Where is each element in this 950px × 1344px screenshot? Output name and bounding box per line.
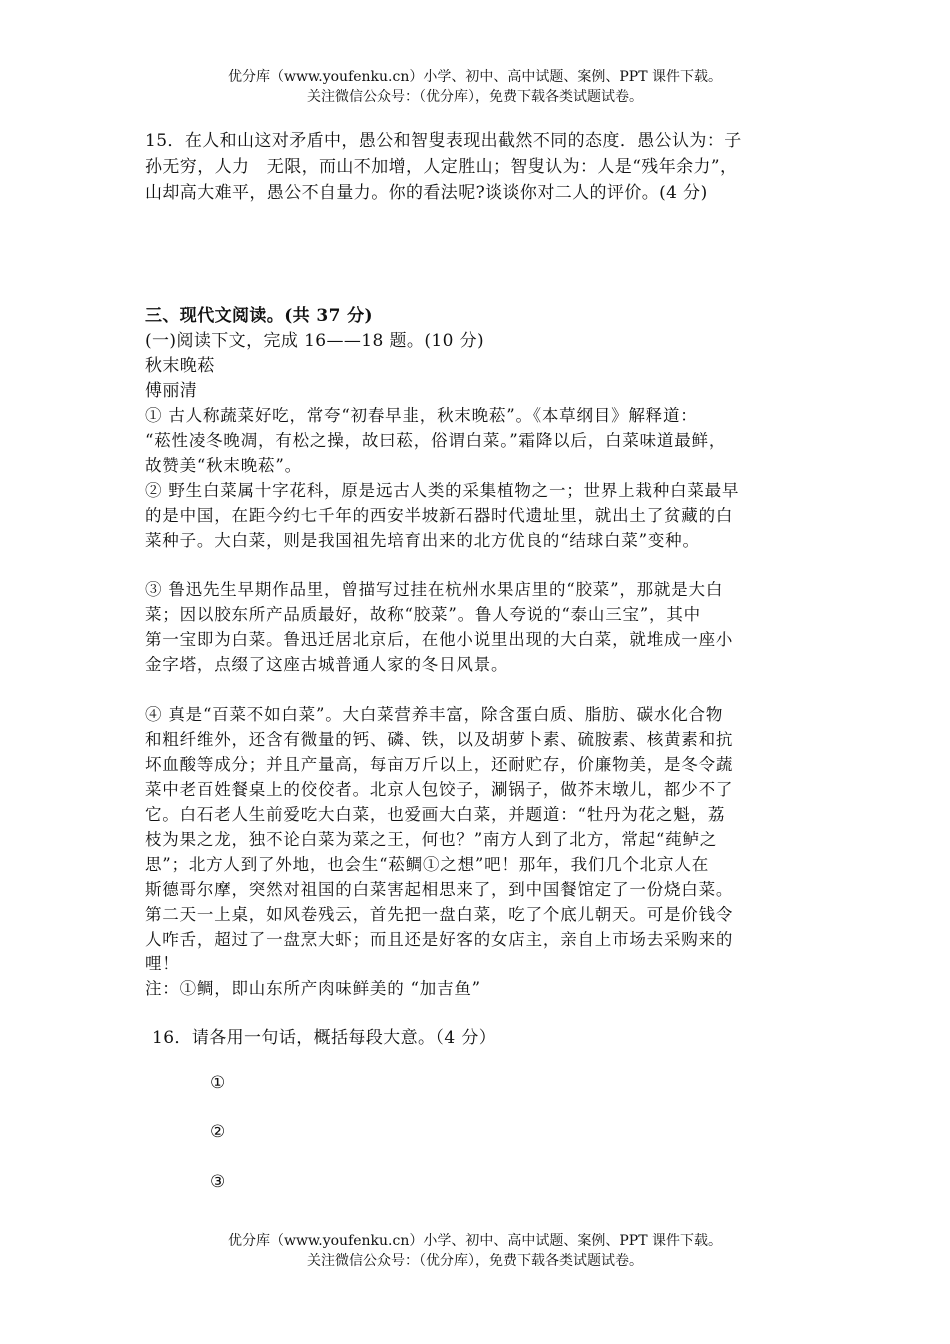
paragraph-line: 枝为果之龙，独不论白菜为菜之王，何也？”南方人到了北方，常起“莼鲈之 — [145, 830, 718, 849]
footnote: 注：①鲷，即山东所产肉味鲜美的 “加吉鱼” — [145, 979, 481, 998]
page-footer-line1: 优分库（www.youfenku.cn）小学、初中、高中试题、案例、PPT 课件下载。 — [227, 1233, 722, 1249]
paragraph-line: 菜种子。大白菜，则是我国祖先培育出来的北方优良的“结球白菜”变种。 — [145, 531, 700, 550]
paragraph-line: 金字塔，点缀了这座古城普通人家的冬日风景。 — [145, 655, 509, 674]
q15-line: 孙无穷，人力 无限，而山不加增，人定胜山；智叟认为：人是“残年余力”， — [145, 157, 738, 177]
paragraph-line: 它。白石老人生前爱吃大白菜，也爱画大白菜，并题道：“牡丹为花之魁，荔 — [145, 805, 726, 824]
page-header-line1: 优分库（www.youfenku.cn）小学、初中、高中试题、案例、PPT 课件下载。 — [227, 69, 722, 85]
paragraph-line: 和粗纤维外，还含有微量的钙、磷、铁，以及胡萝卜素、硫胺素、核黄素和抗 — [145, 730, 734, 749]
section-subtitle: (一)阅读下文，完成 16——18 题。(10 分) — [145, 331, 485, 351]
paragraph-line: 第二天一上桌，如风卷残云，首先把一盘白菜，吃了个底儿朝天。可是价钱令 — [145, 905, 734, 924]
paragraph-line: 斯德哥尔摩，突然对祖国的白菜害起相思来了，到中国餐馆定了一份烧白菜。 — [145, 880, 734, 899]
paragraph-line: “菘性凌冬晚凋，有松之操，故曰菘，俗谓白菜。”霜降以后，白菜味道最鲜， — [145, 431, 727, 450]
q16-prompt: 16．请各用一句话，概括每段大意。（4 分） — [152, 1028, 497, 1048]
paragraph-line: 哩！ — [145, 954, 180, 973]
paragraph-line: 第一宝即为白菜。鲁迅迁居北京后，在他小说里出现的大白菜，就堆成一座小 — [145, 630, 734, 649]
q15-line: 山却高大难平，愚公不自量力。你的看法呢?谈谈你对二人的评价。(4 分) — [145, 183, 708, 203]
article-title: 秋末晚菘 — [145, 356, 215, 376]
paragraph-line: 思”；北方人到了外地，也会生“菘鲷①之想”吧！那年，我们几个北京人在 — [145, 855, 710, 874]
q15-line: 15．在人和山这对矛盾中，愚公和智叟表现出截然不同的态度．愚公认为：子 — [145, 131, 742, 151]
paragraph-line: 菜；因以胶东所产品质最好，故称“胶菜”。鲁人夸说的“泰山三宝”，其中 — [145, 605, 701, 624]
page-header-line2: 关注微信公众号：（优分库），免费下载各类试题试卷。 — [307, 89, 643, 105]
paragraph-line: 坏血酸等成分；并且产量高，每亩万斤以上，还耐贮存，价廉物美，是冬令蔬 — [145, 755, 734, 774]
paragraph-line: 故赞美“秋末晚菘”。 — [145, 456, 302, 475]
paragraph-line: 菜中老百姓餐桌上的佼佼者。北京人包饺子，涮锅子，做芥末墩儿，都少不了 — [145, 780, 734, 799]
page-footer-line2: 关注微信公众号：（优分库），免费下载各类试题试卷。 — [307, 1253, 643, 1269]
paragraph-line: ② 野生白菜属十字花科，原是远古人类的采集植物之一；世界上栽种白菜最早 — [145, 481, 740, 500]
answer-blank-marker: ① — [210, 1073, 226, 1093]
answer-blank-marker: ③ — [210, 1172, 226, 1192]
paragraph-line: ③ 鲁迅先生早期作品里，曾描写过挂在杭州水果店里的“胶菜”，那就是大白 — [145, 580, 724, 599]
answer-blank-marker: ② — [210, 1122, 226, 1142]
article-author: 傅丽清 — [145, 381, 198, 401]
paragraph-line: 人咋舌，超过了一盘烹大虾；而且还是好客的女店主，亲自上市场去采购来的 — [145, 930, 734, 949]
paragraph-line: ① 古人称蔬菜好吃，常夸“初春早韭，秋末晚菘”。《本草纲目》解释道： — [145, 406, 698, 425]
paragraph-line: 的是中国，在距今约七千年的西安半坡新石器时代遗址里，就出土了贫藏的白 — [145, 506, 734, 525]
section-title: 三、现代文阅读。(共 37 分) — [145, 306, 373, 326]
paragraph-line: ④ 真是“百菜不如白菜”。大白菜营养丰富，除含蛋白质、脂肪、碳水化合物 — [145, 705, 724, 724]
